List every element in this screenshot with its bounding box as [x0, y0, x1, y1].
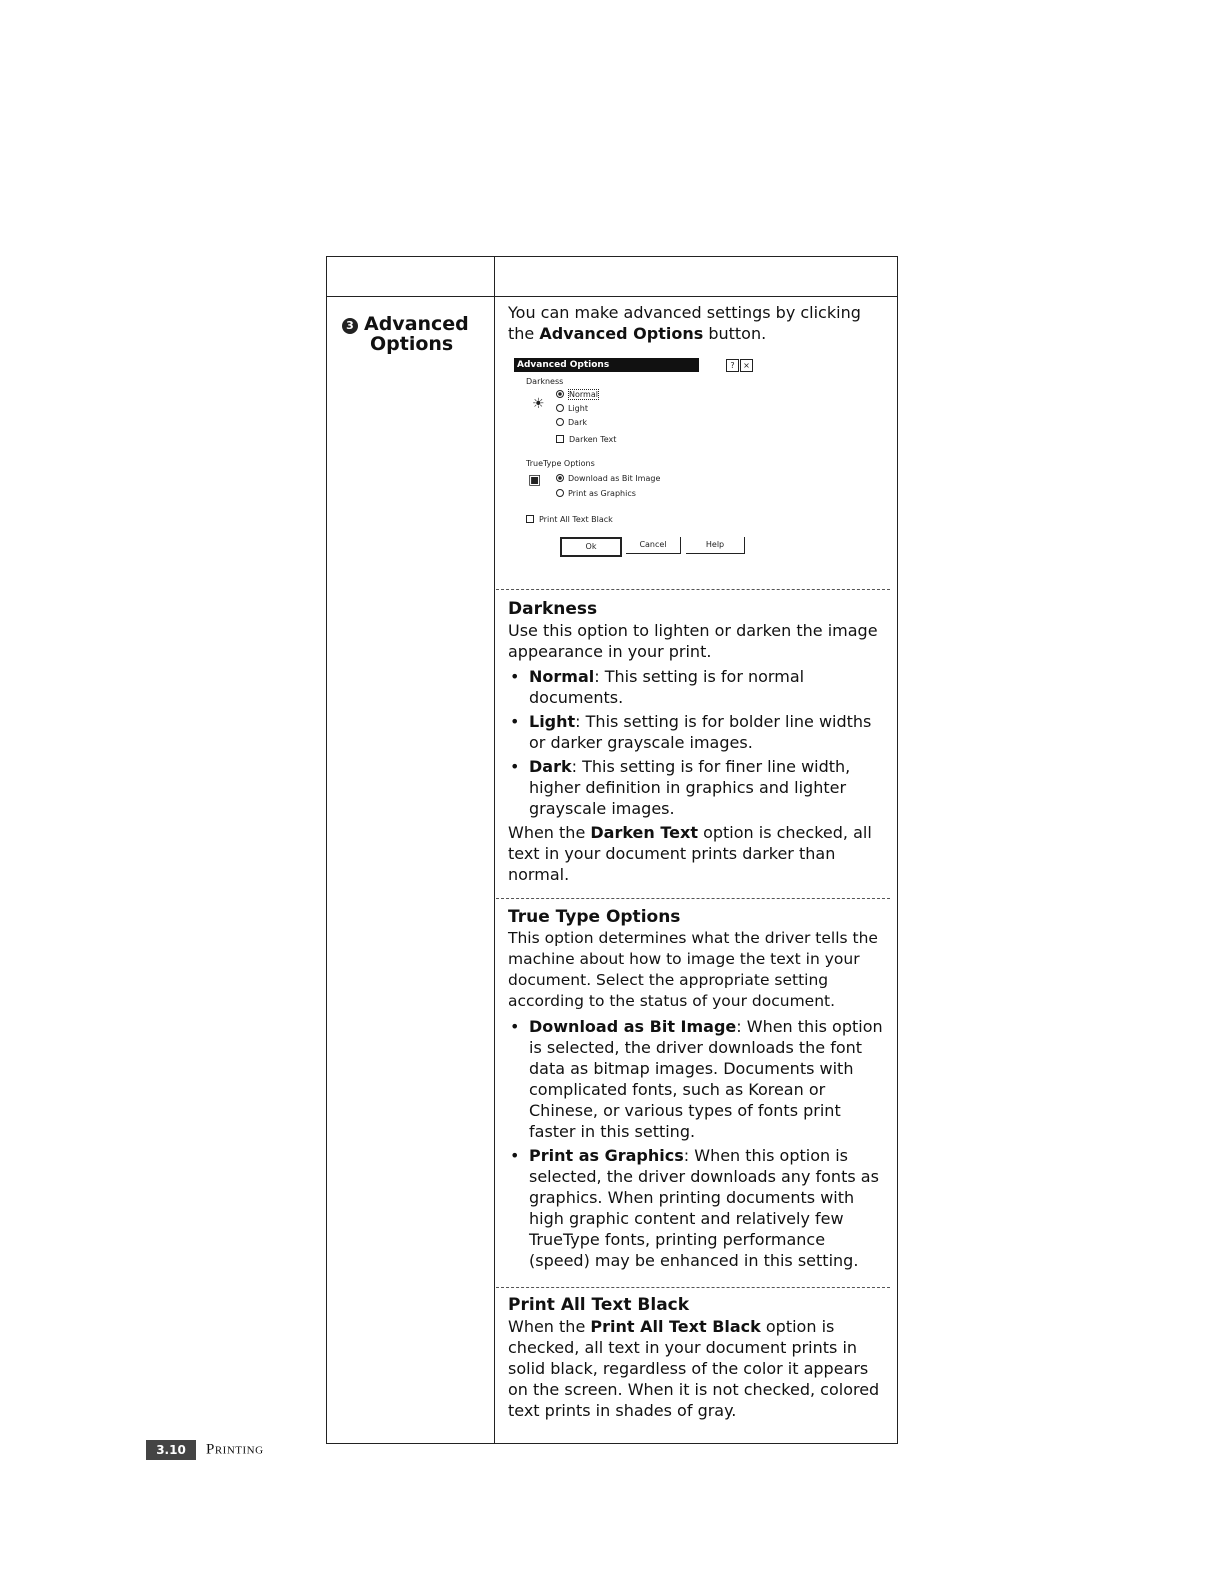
advanced-options-dialog: [514, 358, 764, 566]
section-divider: [496, 898, 890, 899]
dialog-title: Advanced Options: [514, 358, 699, 372]
print-black-title: Print All Text Black: [508, 1295, 690, 1315]
radio-download-bit-image[interactable]: Download as Bit Image: [556, 474, 660, 483]
radio-normal[interactable]: Normal: [556, 390, 599, 399]
setting-name-line2: Options: [370, 333, 454, 355]
help-icon[interactable]: ?: [726, 359, 739, 372]
intro-text-after: button.: [703, 324, 767, 343]
truetype-title: True Type Options: [508, 907, 681, 927]
help-button[interactable]: Help: [686, 537, 745, 554]
darkness-section: [508, 598, 886, 885]
darkness-note: When the Darken Text option is checked, all text in your document prints darker than normal.: [508, 823, 872, 884]
truetype-section: [508, 906, 886, 1274]
setting-name: [342, 314, 469, 354]
setting-name-line1: Advanced: [364, 313, 469, 335]
truetype-desc: This option determines what the driver tells the machine about how to image the text in your document. Select the appropriate setting according to the status of your document.: [508, 929, 878, 1010]
section-divider: [496, 589, 890, 590]
darkness-group-label: Darkness: [526, 377, 564, 386]
checkbox-print-all-text-black[interactable]: Print All Text Black: [526, 515, 613, 524]
cancel-button[interactable]: Cancel: [626, 537, 681, 554]
darkness-desc: Use this option to lighten or darken the image appearance in your print.: [508, 621, 878, 661]
page-number: 3.10: [146, 1440, 196, 1460]
step-number-icon: 3: [342, 318, 358, 334]
radio-light[interactable]: Light: [556, 404, 588, 413]
print-black-section: [508, 1294, 886, 1421]
column-divider: [494, 256, 495, 1444]
close-icon[interactable]: ×: [740, 359, 753, 372]
page-footer: [146, 1440, 264, 1460]
intro-text-before: You can make advanced settings by clicking the: [508, 303, 861, 343]
truetype-icon: ▣: [528, 472, 542, 488]
list-item: • Print as Graphics: When this option is selected, the driver downloads any fonts as graphics. When printing documents with high graphic content and relatively few TrueType fonts, printing performance (speed) may be enhanced in this setting.: [508, 1145, 886, 1271]
list-item: • Dark: This setting is for finer line width, higher definition in graphics and lighter grayscale images.: [508, 756, 886, 819]
list-item: • Light: This setting is for bolder line widths or darker grayscale images.: [508, 711, 886, 753]
header-divider: [326, 296, 898, 297]
darkness-icon: ☀: [532, 396, 545, 412]
darkness-title: Darkness: [508, 599, 598, 619]
truetype-group-label: TrueType Options: [526, 459, 595, 468]
section-name: Printing: [206, 1441, 264, 1458]
radio-print-as-graphics[interactable]: Print as Graphics: [556, 489, 636, 498]
checkbox-darken-text[interactable]: Darken Text: [556, 435, 616, 444]
list-item: • Download as Bit Image: When this option is selected, the driver downloads the font data as bitmap images. Documents with complicated fonts, such as Korean or Chinese, or various types of fonts print faster in this setting.: [508, 1016, 886, 1142]
intro-bold: Advanced Options: [539, 324, 704, 343]
radio-dark[interactable]: Dark: [556, 418, 587, 427]
section-divider: [496, 1287, 890, 1288]
print-black-text: When the Print All Text Black option is checked, all text in your document prints in solid black, regardless of the color it appears on the screen. When it is not checked, colored text prints in shades of gray.: [508, 1317, 880, 1420]
list-item: • Normal: This setting is for normal documents.: [508, 666, 886, 708]
intro-text: [508, 302, 886, 344]
ok-button[interactable]: Ok: [560, 537, 622, 557]
